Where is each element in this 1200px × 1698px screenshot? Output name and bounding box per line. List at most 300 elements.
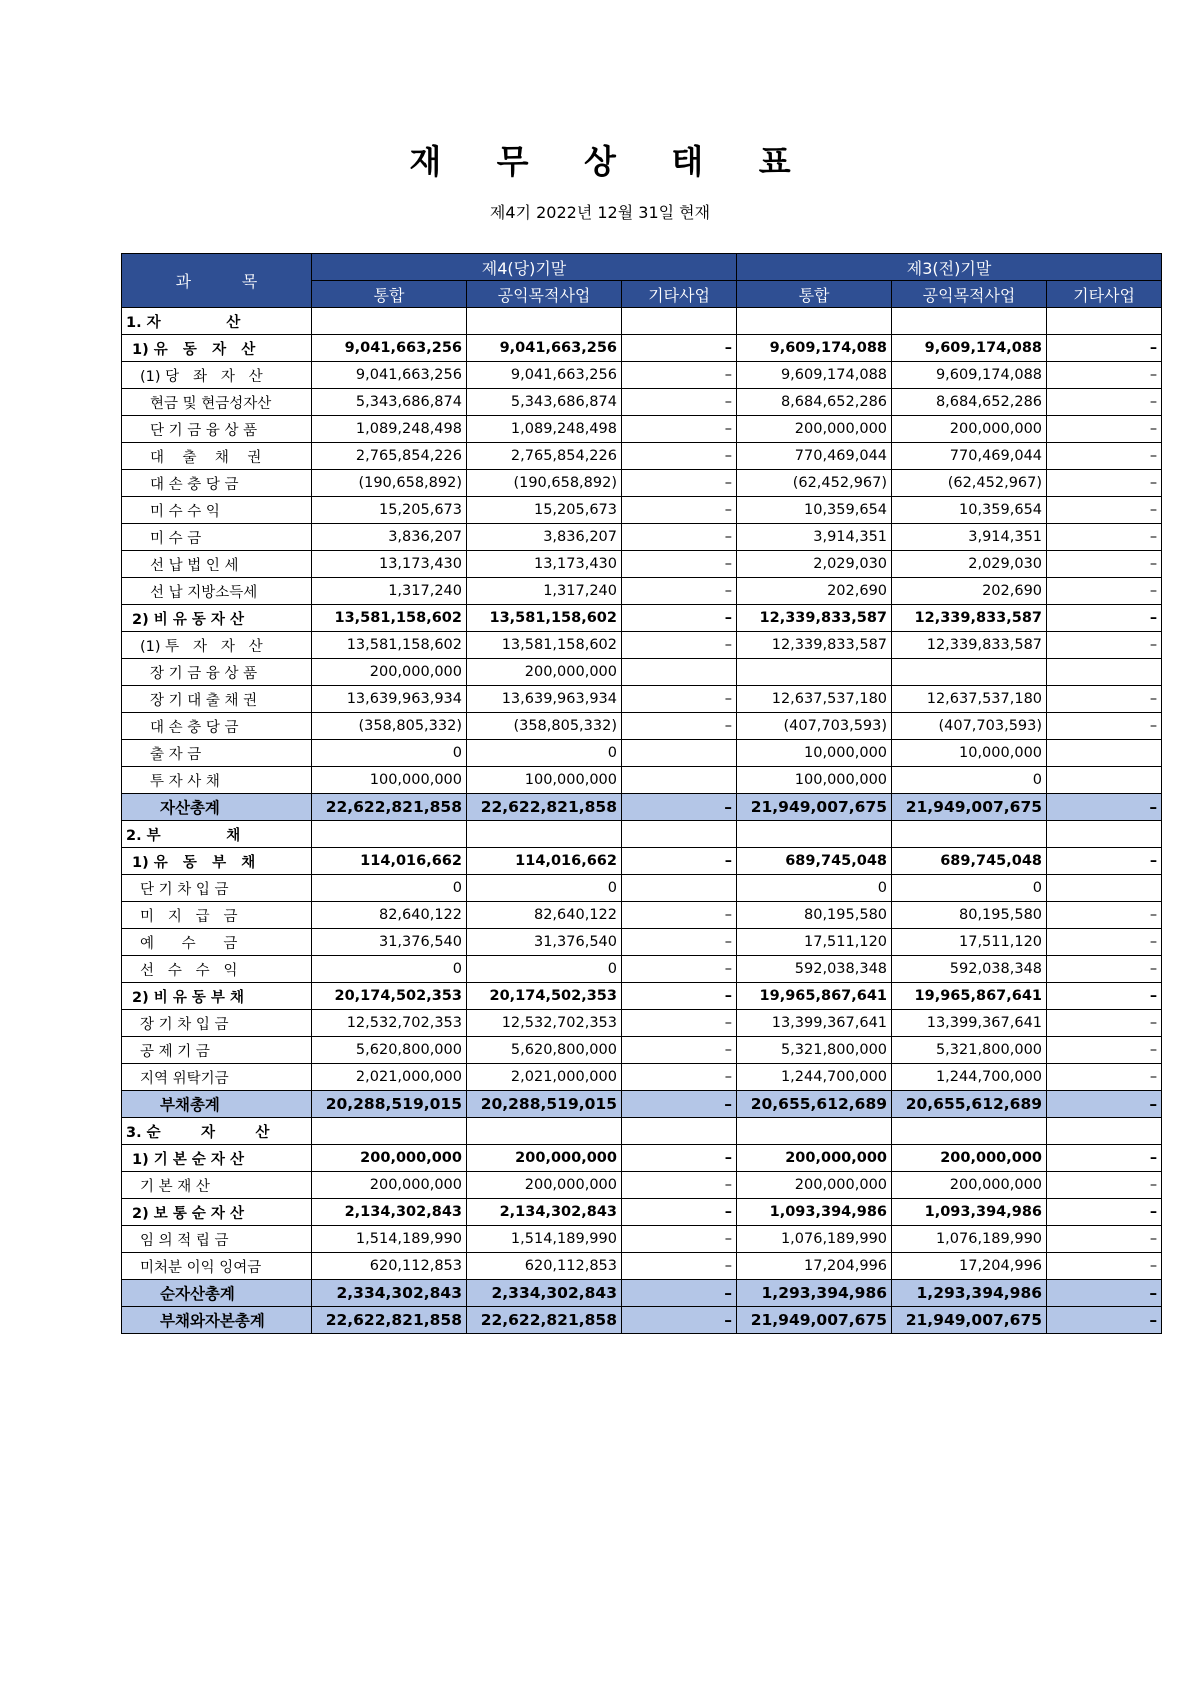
cell-prior-total: 2,029,030 (737, 551, 892, 578)
cell-prior-other (1047, 767, 1162, 794)
cell-current-public: 13,173,430 (467, 551, 622, 578)
cell-current-other: – (622, 1307, 737, 1334)
cell-prior-public: 10,359,654 (892, 497, 1047, 524)
cell-prior-other: – (1047, 632, 1162, 659)
cell-current-total: 1,317,240 (312, 578, 467, 605)
cell-prior-total: (407,703,593) (737, 713, 892, 740)
row-label: 선 납 법 인 세 (122, 551, 312, 578)
cell-current-public: 114,016,662 (467, 848, 622, 875)
cell-prior-total: 200,000,000 (737, 1172, 892, 1199)
cell-current-public: 200,000,000 (467, 1172, 622, 1199)
cell-current-other: – (622, 686, 737, 713)
row-label: 1. 자 산 (122, 308, 312, 335)
table-row (122, 1307, 1162, 1334)
cell-current-other: – (622, 389, 737, 416)
cell-current-public: 22,622,821,858 (467, 794, 622, 821)
cell-prior-public: 770,469,044 (892, 443, 1047, 470)
cell-prior-other: – (1047, 1010, 1162, 1037)
row-label: 1) 유 동 자 산 (122, 335, 312, 362)
cell-prior-total: 10,000,000 (737, 740, 892, 767)
cell-current-total: 200,000,000 (312, 1172, 467, 1199)
row-label: 미처분 이익 잉여금 (122, 1253, 312, 1280)
cell-prior-total: 770,469,044 (737, 443, 892, 470)
cell-prior-other: – (1047, 551, 1162, 578)
cell-prior-public: 592,038,348 (892, 956, 1047, 983)
cell-current-other: – (622, 1199, 737, 1226)
cell-current-total: 3,836,207 (312, 524, 467, 551)
cell-prior-public (892, 821, 1047, 848)
table-row (122, 902, 1162, 929)
cell-prior-other: – (1047, 443, 1162, 470)
cell-prior-public: 1,293,394,986 (892, 1280, 1047, 1307)
cell-prior-other: – (1047, 1226, 1162, 1253)
row-label: 자산총계 (122, 794, 312, 821)
table-row (122, 1226, 1162, 1253)
cell-current-total: 0 (312, 740, 467, 767)
cell-prior-public: 17,204,996 (892, 1253, 1047, 1280)
cell-current-public: 0 (467, 740, 622, 767)
row-label: 현금 및 현금성자산 (122, 389, 312, 416)
cell-prior-public: 21,949,007,675 (892, 1307, 1047, 1334)
cell-prior-total: 1,244,700,000 (737, 1064, 892, 1091)
cell-current-other: – (622, 335, 737, 362)
row-label: 공 제 기 금 (122, 1037, 312, 1064)
cell-current-total: 200,000,000 (312, 659, 467, 686)
cell-current-public: 2,021,000,000 (467, 1064, 622, 1091)
table-row (122, 713, 1162, 740)
table-row (122, 821, 1162, 848)
cell-prior-other: – (1047, 1280, 1162, 1307)
cell-prior-total: 1,093,394,986 (737, 1199, 892, 1226)
cell-prior-public: 9,609,174,088 (892, 335, 1047, 362)
cell-prior-total: 1,293,394,986 (737, 1280, 892, 1307)
row-label: 장 기 대 출 채 권 (122, 686, 312, 713)
row-label: 부채총계 (122, 1091, 312, 1118)
row-label: 대 손 충 당 금 (122, 470, 312, 497)
cell-prior-other: – (1047, 497, 1162, 524)
cell-prior-other (1047, 1118, 1162, 1145)
row-label: 선 납 지방소득세 (122, 578, 312, 605)
row-label: 미 지 급 금 (122, 902, 312, 929)
cell-current-total: 15,205,673 (312, 497, 467, 524)
cell-prior-other: – (1047, 1253, 1162, 1280)
row-label: 장 기 차 입 금 (122, 1010, 312, 1037)
cell-prior-total (737, 821, 892, 848)
cell-current-total: 31,376,540 (312, 929, 467, 956)
cell-prior-other: – (1047, 983, 1162, 1010)
row-label: 단 기 금 융 상 품 (122, 416, 312, 443)
table-row (122, 1037, 1162, 1064)
table-row (122, 524, 1162, 551)
cell-current-total: 0 (312, 956, 467, 983)
cell-current-other: – (622, 470, 737, 497)
cell-prior-public: 0 (892, 875, 1047, 902)
cell-prior-total: (62,452,967) (737, 470, 892, 497)
cell-prior-total: 0 (737, 875, 892, 902)
cell-current-total: 20,174,502,353 (312, 983, 467, 1010)
cell-prior-public: 8,684,652,286 (892, 389, 1047, 416)
cell-prior-total: 80,195,580 (737, 902, 892, 929)
table-row (122, 1172, 1162, 1199)
cell-current-public: 200,000,000 (467, 1145, 622, 1172)
cell-prior-public: 80,195,580 (892, 902, 1047, 929)
cell-current-public: 13,581,158,602 (467, 605, 622, 632)
cell-current-public: 12,532,702,353 (467, 1010, 622, 1037)
table-row (122, 740, 1162, 767)
cell-current-public: 31,376,540 (467, 929, 622, 956)
cell-prior-total (737, 308, 892, 335)
header-prior-public: 공익목적사업 (892, 281, 1047, 308)
cell-current-other (622, 1118, 737, 1145)
cell-prior-total: 13,399,367,641 (737, 1010, 892, 1037)
cell-current-other: – (622, 713, 737, 740)
row-label: 장 기 금 융 상 품 (122, 659, 312, 686)
cell-prior-other: – (1047, 956, 1162, 983)
cell-prior-total (737, 659, 892, 686)
cell-prior-other: – (1047, 929, 1162, 956)
header-prior-other: 기타사업 (1047, 281, 1162, 308)
cell-current-total: 13,581,158,602 (312, 632, 467, 659)
table-row (122, 875, 1162, 902)
table-row (122, 551, 1162, 578)
header-prior-total: 통합 (737, 281, 892, 308)
row-label: 2) 비 유 동 자 산 (122, 605, 312, 632)
cell-prior-public: 10,000,000 (892, 740, 1047, 767)
row-label: 선 수 수 익 (122, 956, 312, 983)
cell-prior-total: 17,511,120 (737, 929, 892, 956)
table-body (122, 308, 1162, 1334)
cell-current-public: 9,041,663,256 (467, 362, 622, 389)
table-row (122, 1064, 1162, 1091)
cell-current-total (312, 821, 467, 848)
cell-prior-total: 3,914,351 (737, 524, 892, 551)
cell-current-public (467, 308, 622, 335)
cell-current-other: – (622, 632, 737, 659)
cell-current-total: 13,173,430 (312, 551, 467, 578)
cell-current-public (467, 1118, 622, 1145)
cell-prior-total: 12,339,833,587 (737, 632, 892, 659)
cell-current-public: 20,174,502,353 (467, 983, 622, 1010)
table-row (122, 767, 1162, 794)
cell-prior-other (1047, 740, 1162, 767)
header-period-prior: 제3(전)기말 (737, 254, 1162, 281)
cell-prior-public: 1,244,700,000 (892, 1064, 1047, 1091)
row-label: 2) 보 통 순 자 산 (122, 1199, 312, 1226)
cell-current-public: 1,089,248,498 (467, 416, 622, 443)
cell-current-total: 13,581,158,602 (312, 605, 467, 632)
cell-prior-other: – (1047, 362, 1162, 389)
header-row-1 (122, 254, 1162, 281)
table-row (122, 686, 1162, 713)
row-label: 미 수 금 (122, 524, 312, 551)
cell-current-other: – (622, 1145, 737, 1172)
cell-prior-total: 10,359,654 (737, 497, 892, 524)
cell-current-total: 2,334,302,843 (312, 1280, 467, 1307)
cell-current-public: 3,836,207 (467, 524, 622, 551)
cell-current-other: – (622, 1010, 737, 1037)
cell-prior-public: (62,452,967) (892, 470, 1047, 497)
cell-prior-other: – (1047, 335, 1162, 362)
cell-current-total: 22,622,821,858 (312, 794, 467, 821)
cell-prior-other: – (1047, 1307, 1162, 1334)
cell-prior-other: – (1047, 902, 1162, 929)
table-row (122, 1253, 1162, 1280)
table-row (122, 983, 1162, 1010)
row-label: 1) 기 본 순 자 산 (122, 1145, 312, 1172)
row-label: 3. 순 자 산 (122, 1118, 312, 1145)
cell-current-other (622, 308, 737, 335)
cell-current-other (622, 875, 737, 902)
cell-current-public: 5,620,800,000 (467, 1037, 622, 1064)
cell-prior-public: (407,703,593) (892, 713, 1047, 740)
cell-prior-other (1047, 821, 1162, 848)
cell-current-public: 13,639,963,934 (467, 686, 622, 713)
table-row (122, 416, 1162, 443)
cell-current-other: – (622, 1037, 737, 1064)
cell-current-other: – (622, 524, 737, 551)
row-label: 예 수 금 (122, 929, 312, 956)
cell-current-other: – (622, 794, 737, 821)
cell-current-other: – (622, 443, 737, 470)
cell-prior-other: – (1047, 470, 1162, 497)
cell-current-other: – (622, 1172, 737, 1199)
cell-current-total: 5,620,800,000 (312, 1037, 467, 1064)
cell-current-other: – (622, 848, 737, 875)
table-row (122, 929, 1162, 956)
cell-prior-total: 21,949,007,675 (737, 794, 892, 821)
cell-current-total: 114,016,662 (312, 848, 467, 875)
cell-current-total: 100,000,000 (312, 767, 467, 794)
table-row (122, 443, 1162, 470)
row-label: 지역 위탁기금 (122, 1064, 312, 1091)
cell-prior-total: 1,076,189,990 (737, 1226, 892, 1253)
cell-prior-total: 12,339,833,587 (737, 605, 892, 632)
cell-prior-other: – (1047, 578, 1162, 605)
cell-current-total: (358,805,332) (312, 713, 467, 740)
cell-prior-public: 1,093,394,986 (892, 1199, 1047, 1226)
cell-current-total: 200,000,000 (312, 1145, 467, 1172)
cell-current-public: 0 (467, 956, 622, 983)
cell-current-public: 2,334,302,843 (467, 1280, 622, 1307)
cell-prior-public: 200,000,000 (892, 416, 1047, 443)
cell-prior-total: 8,684,652,286 (737, 389, 892, 416)
cell-current-other (622, 821, 737, 848)
table-row (122, 578, 1162, 605)
cell-current-public (467, 821, 622, 848)
cell-current-other (622, 659, 737, 686)
cell-current-public: 620,112,853 (467, 1253, 622, 1280)
row-label: 순자산총계 (122, 1280, 312, 1307)
cell-prior-total: 19,965,867,641 (737, 983, 892, 1010)
document-title: 재 무 상 태 표 (409, 142, 813, 181)
table-row (122, 848, 1162, 875)
cell-prior-public (892, 659, 1047, 686)
header-current-public: 공익목적사업 (467, 281, 622, 308)
cell-current-total: 620,112,853 (312, 1253, 467, 1280)
cell-current-total: 12,532,702,353 (312, 1010, 467, 1037)
cell-prior-total: 689,745,048 (737, 848, 892, 875)
cell-prior-other (1047, 659, 1162, 686)
row-label: (1) 당 좌 자 산 (122, 362, 312, 389)
cell-current-public: 15,205,673 (467, 497, 622, 524)
cell-current-public: 22,622,821,858 (467, 1307, 622, 1334)
cell-current-public: (190,658,892) (467, 470, 622, 497)
header-current-other: 기타사업 (622, 281, 737, 308)
cell-prior-other: – (1047, 605, 1162, 632)
cell-prior-total: 17,204,996 (737, 1253, 892, 1280)
row-label: 2. 부 채 (122, 821, 312, 848)
cell-current-other (622, 740, 737, 767)
cell-prior-other: – (1047, 524, 1162, 551)
cell-current-other: – (622, 362, 737, 389)
cell-prior-total: 12,637,537,180 (737, 686, 892, 713)
cell-prior-other: – (1047, 389, 1162, 416)
row-label: 2) 비 유 동 부 채 (122, 983, 312, 1010)
cell-prior-public: 1,076,189,990 (892, 1226, 1047, 1253)
table-row (122, 956, 1162, 983)
cell-current-other: – (622, 605, 737, 632)
row-label: 단 기 차 입 금 (122, 875, 312, 902)
cell-prior-total: 200,000,000 (737, 1145, 892, 1172)
cell-prior-public: 9,609,174,088 (892, 362, 1047, 389)
row-label: 미 수 수 익 (122, 497, 312, 524)
cell-current-other: – (622, 578, 737, 605)
cell-current-total: 2,765,854,226 (312, 443, 467, 470)
cell-prior-total: 592,038,348 (737, 956, 892, 983)
cell-current-other: – (622, 1091, 737, 1118)
cell-prior-other: – (1047, 416, 1162, 443)
cell-prior-public: 13,399,367,641 (892, 1010, 1047, 1037)
cell-prior-total: 100,000,000 (737, 767, 892, 794)
table-row (122, 1199, 1162, 1226)
row-label: 투 자 사 채 (122, 767, 312, 794)
header-account: 과 목 (122, 254, 312, 308)
cell-prior-public: 0 (892, 767, 1047, 794)
cell-prior-public: 200,000,000 (892, 1145, 1047, 1172)
row-label: 부채와자본총계 (122, 1307, 312, 1334)
cell-current-total (312, 1118, 467, 1145)
document-subtitle: 제4기 2022년 12월 31일 현재 (489, 203, 711, 222)
cell-prior-public: 689,745,048 (892, 848, 1047, 875)
table-row (122, 1118, 1162, 1145)
cell-prior-public: 202,690 (892, 578, 1047, 605)
cell-prior-other: – (1047, 1037, 1162, 1064)
cell-prior-total: 9,609,174,088 (737, 362, 892, 389)
cell-prior-total: 202,690 (737, 578, 892, 605)
cell-current-public: 100,000,000 (467, 767, 622, 794)
cell-current-total: 20,288,519,015 (312, 1091, 467, 1118)
cell-current-total: 1,089,248,498 (312, 416, 467, 443)
cell-current-other: – (622, 416, 737, 443)
cell-prior-other: – (1047, 1091, 1162, 1118)
cell-current-public: 5,343,686,874 (467, 389, 622, 416)
cell-current-total: 2,021,000,000 (312, 1064, 467, 1091)
table-row (122, 389, 1162, 416)
cell-current-public: 1,317,240 (467, 578, 622, 605)
header-period-current: 제4(당)기말 (312, 254, 737, 281)
cell-prior-public (892, 1118, 1047, 1145)
cell-current-other: – (622, 1280, 737, 1307)
table-row (122, 632, 1162, 659)
cell-prior-other: – (1047, 1064, 1162, 1091)
cell-current-other: – (622, 497, 737, 524)
cell-current-other: – (622, 929, 737, 956)
row-label: 기 본 재 산 (122, 1172, 312, 1199)
cell-current-total: (190,658,892) (312, 470, 467, 497)
table-row (122, 362, 1162, 389)
cell-prior-public: 2,029,030 (892, 551, 1047, 578)
cell-prior-public (892, 308, 1047, 335)
cell-current-total: 9,041,663,256 (312, 362, 467, 389)
cell-prior-other: – (1047, 1172, 1162, 1199)
cell-prior-other: – (1047, 794, 1162, 821)
cell-prior-public: 17,511,120 (892, 929, 1047, 956)
cell-current-other: – (622, 1253, 737, 1280)
cell-prior-other: – (1047, 1199, 1162, 1226)
table-row (122, 1010, 1162, 1037)
cell-current-total: 13,639,963,934 (312, 686, 467, 713)
cell-current-other: – (622, 956, 737, 983)
cell-prior-other: – (1047, 713, 1162, 740)
cell-current-other (622, 767, 737, 794)
cell-current-total: 0 (312, 875, 467, 902)
cell-prior-other: – (1047, 686, 1162, 713)
cell-current-other: – (622, 983, 737, 1010)
cell-prior-total: 9,609,174,088 (737, 335, 892, 362)
cell-current-other: – (622, 902, 737, 929)
cell-prior-other (1047, 875, 1162, 902)
table-row (122, 497, 1162, 524)
row-label: 임 의 적 립 금 (122, 1226, 312, 1253)
row-label: (1) 투 자 자 산 (122, 632, 312, 659)
row-label: 대 손 충 당 금 (122, 713, 312, 740)
cell-current-total: 5,343,686,874 (312, 389, 467, 416)
table-row (122, 1145, 1162, 1172)
cell-current-public: (358,805,332) (467, 713, 622, 740)
cell-current-total: 22,622,821,858 (312, 1307, 467, 1334)
cell-current-public: 0 (467, 875, 622, 902)
table-row (122, 794, 1162, 821)
cell-current-public: 13,581,158,602 (467, 632, 622, 659)
cell-prior-public: 12,339,833,587 (892, 605, 1047, 632)
cell-prior-public: 21,949,007,675 (892, 794, 1047, 821)
cell-prior-total: 5,321,800,000 (737, 1037, 892, 1064)
row-label: 출 자 금 (122, 740, 312, 767)
cell-prior-public: 3,914,351 (892, 524, 1047, 551)
table-row (122, 470, 1162, 497)
cell-current-public: 2,765,854,226 (467, 443, 622, 470)
table-row (122, 308, 1162, 335)
cell-prior-public: 19,965,867,641 (892, 983, 1047, 1010)
cell-current-total: 2,134,302,843 (312, 1199, 467, 1226)
cell-current-public: 82,640,122 (467, 902, 622, 929)
cell-current-public: 1,514,189,990 (467, 1226, 622, 1253)
table-row (122, 335, 1162, 362)
cell-current-public: 200,000,000 (467, 659, 622, 686)
cell-prior-public: 5,321,800,000 (892, 1037, 1047, 1064)
table-row (122, 659, 1162, 686)
header-current-total: 통합 (312, 281, 467, 308)
cell-prior-public: 12,339,833,587 (892, 632, 1047, 659)
cell-prior-other (1047, 308, 1162, 335)
cell-current-public: 2,134,302,843 (467, 1199, 622, 1226)
table-row (122, 1280, 1162, 1307)
cell-prior-total (737, 1118, 892, 1145)
cell-current-total (312, 308, 467, 335)
cell-prior-public: 20,655,612,689 (892, 1091, 1047, 1118)
cell-prior-other: – (1047, 1145, 1162, 1172)
cell-current-public: 20,288,519,015 (467, 1091, 622, 1118)
